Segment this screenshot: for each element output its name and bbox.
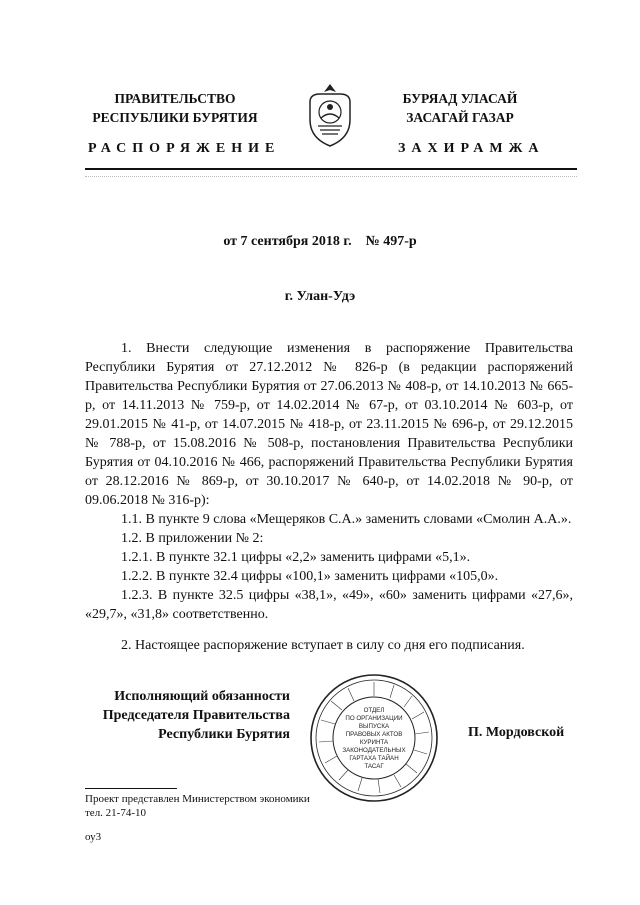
paragraph-1-2-1: 1.2.1. В пункте 32.1 цифры «2,2» заменить цифрами «5,1». (121, 550, 471, 565)
paragraph-1-1: 1.1. В пункте 9 слова «Мещеряков С.А.» заменить словами «Смолин А.А.». (121, 512, 572, 527)
doc-type-right: ЗАХИРАМЖА (398, 141, 545, 156)
seal-line-5: КУРИНТА (359, 739, 389, 746)
header-left-line1: ПРАВИТЕЛЬСТВО (114, 91, 236, 106)
signatory-title (72, 687, 290, 744)
header-right-line1: БУРЯАД УЛАСАЙ (402, 91, 518, 106)
seal-line-7: ГАРТАХА ТАЙАН (349, 755, 399, 762)
footnote-project-source: Проект представлен Министерством экономики (85, 793, 310, 805)
seal-line-3: ВЫПУСКА (358, 723, 390, 730)
signatory-title-line3: Республики Бурятия (158, 727, 290, 742)
paragraph-2: 2. Настоящее распоряжение вступает в силу со дня его подписания. (121, 638, 525, 653)
seal-line-8: ТАСАГ (364, 763, 384, 770)
footnote-code: оу3 (85, 831, 102, 843)
official-seal-stamp (308, 672, 440, 804)
header-left (70, 89, 280, 127)
header-dotted-line (85, 176, 577, 177)
paragraph-1-2: 1.2. В приложении № 2: (121, 531, 264, 546)
header-left-line2: РЕСПУБЛИКИ БУРЯТИЯ (92, 110, 258, 125)
city: г. Улан-Удэ (284, 289, 356, 304)
header-right-line2: ЗАСАГАЙ ГАЗАР (406, 110, 514, 125)
header-divider (85, 168, 577, 170)
coat-of-arms-emblem (300, 80, 360, 150)
signatory-title-line1: Исполняющий обязанности (114, 689, 290, 704)
footnote-phone: тел. 21-74-10 (85, 807, 147, 819)
paragraph-1-2-3: 1.2.3. В пункте 32.5 цифры «38,1», «49», «60» заменить цифрами «27,6», «29,7», «31,8» соответственно. (85, 588, 573, 622)
seal-line-4: ПРАВОВЫХ АКТОВ (345, 731, 403, 738)
signatory-title-line2: Председателя Правительства (102, 708, 290, 723)
paragraph-1-2-2: 1.2.2. В пункте 32.4 цифры «100,1» заменить цифрами «105,0». (121, 569, 499, 584)
seal-line-6: ЗАКОНОДАТЕЛЬНЫХ (342, 747, 406, 754)
header-right (355, 89, 565, 127)
doc-type-left: РАСПОРЯЖЕНИЕ (88, 141, 281, 156)
document-body (85, 339, 573, 655)
date-number: от 7 сентября 2018 г. № 497-р (223, 234, 417, 249)
paragraph-1: 1. Внести следующие изменения в распоряжение Правительства Республики Бурятия от 27.12.2012 № 826-р (в редакции распоряжений Правительства Республики Бурятия от 27.06.2013 № 408-р, от 14.10.2013 № 665-р, от 14.11.2013 № 759-р, от 14.02.2014 № 67-р, от 03.10.2014 № 603-р, от 29.01.2015 № 41-р, от 14.07.2015 № 418-р, от 23.11.2015 № 696-р, от 29.12.2015 № 788-р, от 15.08.2016 № 508-р, постановления Правительства Республики Бурятия от 04.10.2016 № 466, распоряжений Правительства Республики Бурятия от 28.12.2016 № 869-р, от 30.10.2017 № 640-р, от 14.02.2018 № 90-р, от 09.06.2018 № 316-р): (85, 341, 573, 508)
seal-line-1: ОТДЕЛ (363, 707, 385, 714)
signatory-name: П. Мордовской (468, 725, 565, 740)
footnote-divider (85, 788, 177, 789)
seal-line-2: ПО ОРГАНИЗАЦИИ (345, 715, 403, 722)
